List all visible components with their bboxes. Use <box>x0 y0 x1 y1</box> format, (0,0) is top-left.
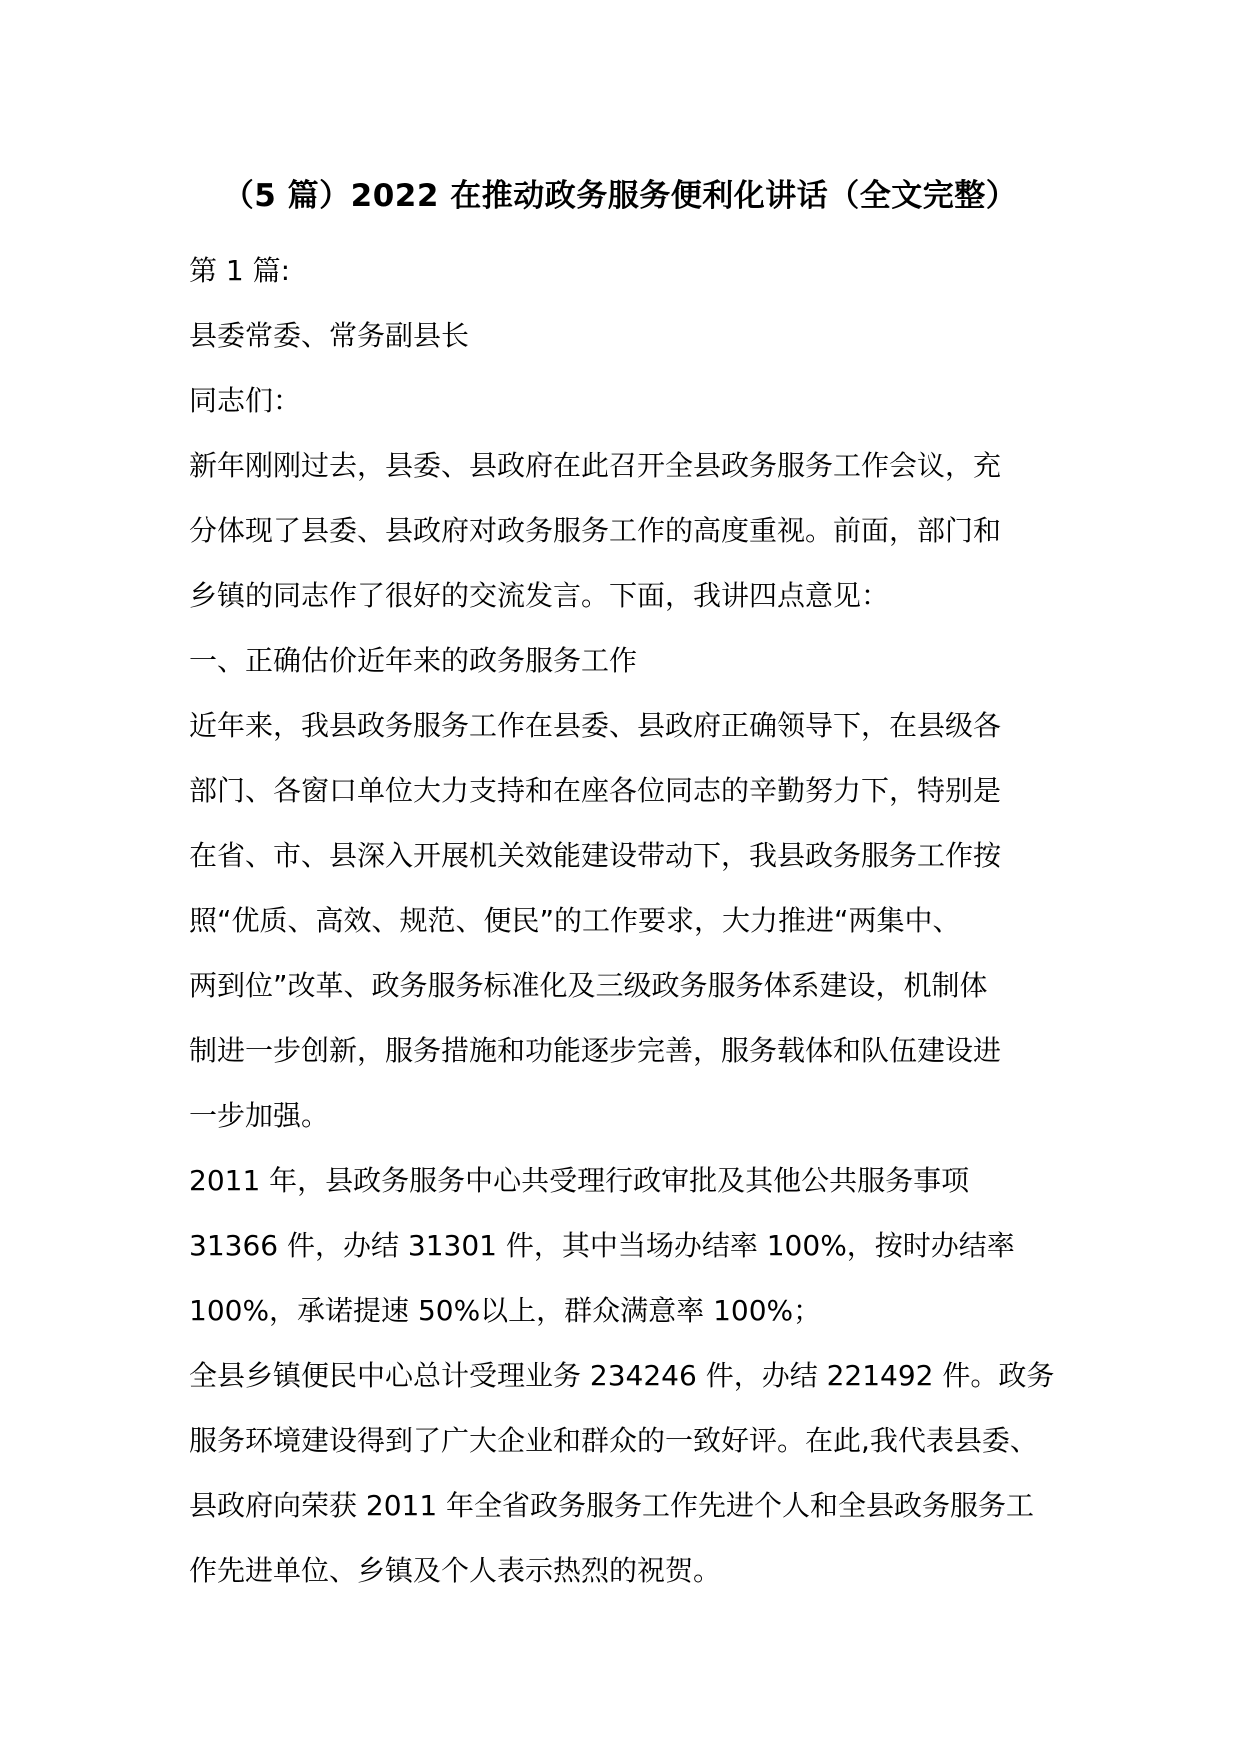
text-line: 2011 年，县政务服务中心共受理行政审批及其他公共服务事项 <box>189 1164 970 1197</box>
text-line: 新年刚刚过去，县委、县政府在此召开全县政务服务工作会议，充 <box>189 449 1002 482</box>
text-line: 服务环境建设得到了广大企业和群众的一致好评。在此,我代表县委、 <box>189 1424 1038 1457</box>
document-title: （5 篇）2022 在推动政务服务便利化讲话（全文完整） <box>222 178 1018 214</box>
text-line: 照“优质、高效、规范、便民”的工作要求，大力推进“两集中、 <box>189 904 961 937</box>
text-line: 31366 件，办结 31301 件，其中当场办结率 100%，按时办结率 <box>189 1229 1015 1262</box>
text-line: 第 1 篇: <box>189 254 291 287</box>
text-line: 100%，承诺提速 50%以上，群众满意率 100%； <box>189 1294 822 1327</box>
text-line: 作先进单位、乡镇及个人表示热烈的祝贺。 <box>189 1554 722 1587</box>
text-line: 制进一步创新，服务措施和功能逐步完善，服务载体和队伍建设进 <box>189 1034 1002 1067</box>
text-line: 在省、市、县深入开展机关效能建设带动下，我县政务服务工作按 <box>189 839 1002 872</box>
text-line: 同志们： <box>189 384 302 417</box>
text-line: 县政府向荣获 2011 年全省政务服务工作先进个人和全县政务服务工 <box>189 1489 1035 1522</box>
text-line: 全县乡镇便民中心总计受理业务 234246 件，办结 221492 件。政务 <box>189 1359 1055 1392</box>
section-heading: 一、正确估价近年来的政务服务工作 <box>189 644 638 677</box>
text-line: 乡镇的同志作了很好的交流发言。下面，我讲四点意见： <box>189 579 890 612</box>
text-line: 县委常委、常务副县长 <box>189 319 470 352</box>
text-line: 一步加强。 <box>189 1099 330 1132</box>
text-line: 两到位”改革、政务服务标准化及三级政务服务体系建设，机制体 <box>189 969 988 1002</box>
text-line: 部门、各窗口单位大力支持和在座各位同志的辛勤努力下，特别是 <box>189 774 1002 807</box>
document-body <box>189 238 1069 1603</box>
text-line: 分体现了县委、县政府对政务服务工作的高度重视。前面，部门和 <box>189 514 1002 547</box>
text-line: 近年来，我县政务服务工作在县委、县政府正确领导下，在县级各 <box>189 709 1002 742</box>
